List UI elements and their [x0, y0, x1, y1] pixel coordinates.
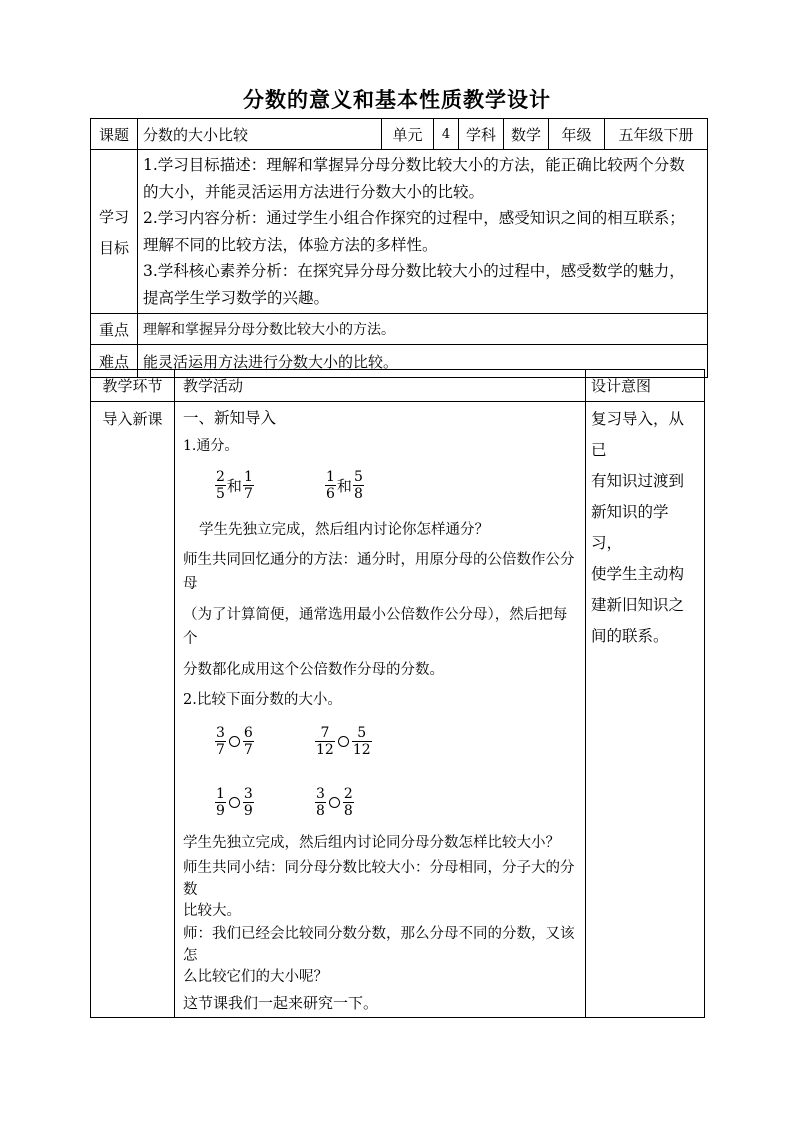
difficulty-text: 能灵活运用方法进行分数大小的比较。 [138, 345, 708, 378]
connector-text: 和 [336, 476, 352, 495]
intent-line: 建新旧知识之 [591, 596, 685, 614]
objectives-text [138, 150, 708, 314]
fraction: $\frac{1}{7}$ [243, 468, 253, 502]
objectives-label [91, 150, 138, 314]
compare-pair [314, 786, 355, 819]
paragraph: 么比较它们的大小呢？ [183, 969, 328, 985]
intent-line: 间的联系。 [591, 627, 669, 645]
fraction: $\frac{5}{8}$ [353, 468, 363, 502]
fraction: $\frac{6}{7}$ [243, 724, 253, 758]
objective-line: 2.学习内容分析：通过学生小组合作探究的过程中，感受知识之间的相互联系； [143, 209, 685, 227]
intent-column-header: 设计意图 [586, 370, 705, 402]
compare-row-2 [183, 779, 577, 825]
compare-circle-blank[interactable] [338, 736, 349, 747]
grade-label: 年级 [549, 119, 605, 150]
key-point-text: 理解和掌握异分母分数比较大小的方法。 [138, 314, 708, 345]
fraction-row-1 [183, 462, 577, 508]
key-point-label: 重点 [91, 314, 138, 345]
intent-line: 有知识过渡到 [591, 472, 685, 490]
objectives-label-line1: 学习 [98, 207, 129, 226]
lesson-header-table [90, 118, 708, 378]
difficulty-label: 难点 [91, 345, 138, 378]
paragraph: 分数都化成用这个公倍数作分母的分数。 [183, 662, 444, 678]
step2-label: 2.比较下面分数的大小。 [183, 692, 342, 708]
fraction: $\frac{2}{8}$ [343, 785, 353, 819]
fraction-pair [324, 469, 365, 502]
intent-line: 复习导入，从已 [591, 410, 685, 459]
objective-line: 理解不同的比较方法，体验方法的多样性。 [143, 235, 438, 254]
fraction: $\frac{3}{9}$ [243, 785, 253, 819]
intent-line: 新知识的学习， [591, 503, 669, 552]
paragraph: 师生共同回忆通分的方法：通分时，用原分母的公倍数作公分母 [183, 552, 575, 592]
fraction-pair [214, 469, 324, 502]
paragraph: 学生先独立完成，然后组内讨论你怎样通分？ [199, 522, 489, 538]
fraction: $\frac{1}{9}$ [216, 785, 225, 819]
intent-line: 使学生主动构 [591, 565, 685, 583]
stage-cell: 导入新课 [91, 402, 175, 1018]
topic-label: 课题 [91, 119, 138, 150]
step1-label: 1.通分。 [183, 438, 239, 454]
unit-label: 单元 [382, 119, 434, 150]
paragraph: 学生先独立完成，然后组内讨论同分母分数怎样比较大小？ [183, 835, 560, 851]
teaching-process-table [90, 369, 705, 1018]
subject-value: 数学 [504, 119, 549, 150]
section-heading: 一、新知导入 [183, 409, 277, 427]
objective-line: 1.学习目标描述：理解和掌握异分母分数比较大小的方法，能正确比较两个分数 [143, 156, 685, 174]
fraction: $\frac{1}{6}$ [326, 468, 335, 502]
stage-column-header: 教学环节 [91, 370, 175, 402]
document-title: 分数的意义和基本性质教学设计 [243, 87, 551, 112]
intent-cell [586, 402, 705, 1018]
compare-circle-blank[interactable] [229, 797, 240, 808]
objective-line: 3.学科核心素养分析：在探究异分母分数比较大小的过程中，感受数学的魅力， [143, 262, 685, 280]
grade-value: 五年级下册 [605, 119, 708, 150]
fraction: $\frac{2}{5}$ [216, 468, 225, 502]
connector-text: 和 [226, 476, 242, 495]
topic-value: 分数的大小比较 [138, 119, 382, 150]
compare-circle-blank[interactable] [229, 736, 240, 747]
compare-row-1 [183, 718, 577, 764]
paragraph: 比较大。 [183, 903, 241, 919]
subject-label: 学科 [459, 119, 504, 150]
fraction: $\frac{5}{12}$ [352, 724, 371, 758]
paragraph: 这节课我们一起来研究一下。 [183, 994, 379, 1012]
objectives-label-line2: 目标 [98, 238, 129, 257]
paragraph: （为了计算简便，通常选用最小公倍数作公分母），然后把每个 [183, 607, 568, 647]
paragraph: 师：我们已经会比较同分数分数，那么分母不同的分数，又该怎 [183, 926, 575, 964]
activity-column-header: 教学活动 [175, 370, 586, 402]
paragraph: 师生共同小结：同分母分数比较大小：分母相同，分子大的分数 [183, 860, 575, 898]
compare-pair [214, 786, 314, 819]
compare-circle-blank[interactable] [329, 797, 340, 808]
fraction: $\frac{3}{8}$ [316, 785, 325, 819]
activity-cell [175, 402, 586, 1018]
compare-pair [214, 725, 314, 758]
compare-pair [314, 725, 373, 758]
objective-line: 提高学生学习数学的兴趣。 [143, 288, 330, 307]
fraction: $\frac{3}{7}$ [216, 724, 225, 758]
unit-value: 4 [434, 119, 459, 150]
objective-line: 的大小，并能灵活运用方法进行分数大小的比较。 [143, 182, 485, 201]
fraction: $\frac{7}{12}$ [316, 724, 334, 758]
